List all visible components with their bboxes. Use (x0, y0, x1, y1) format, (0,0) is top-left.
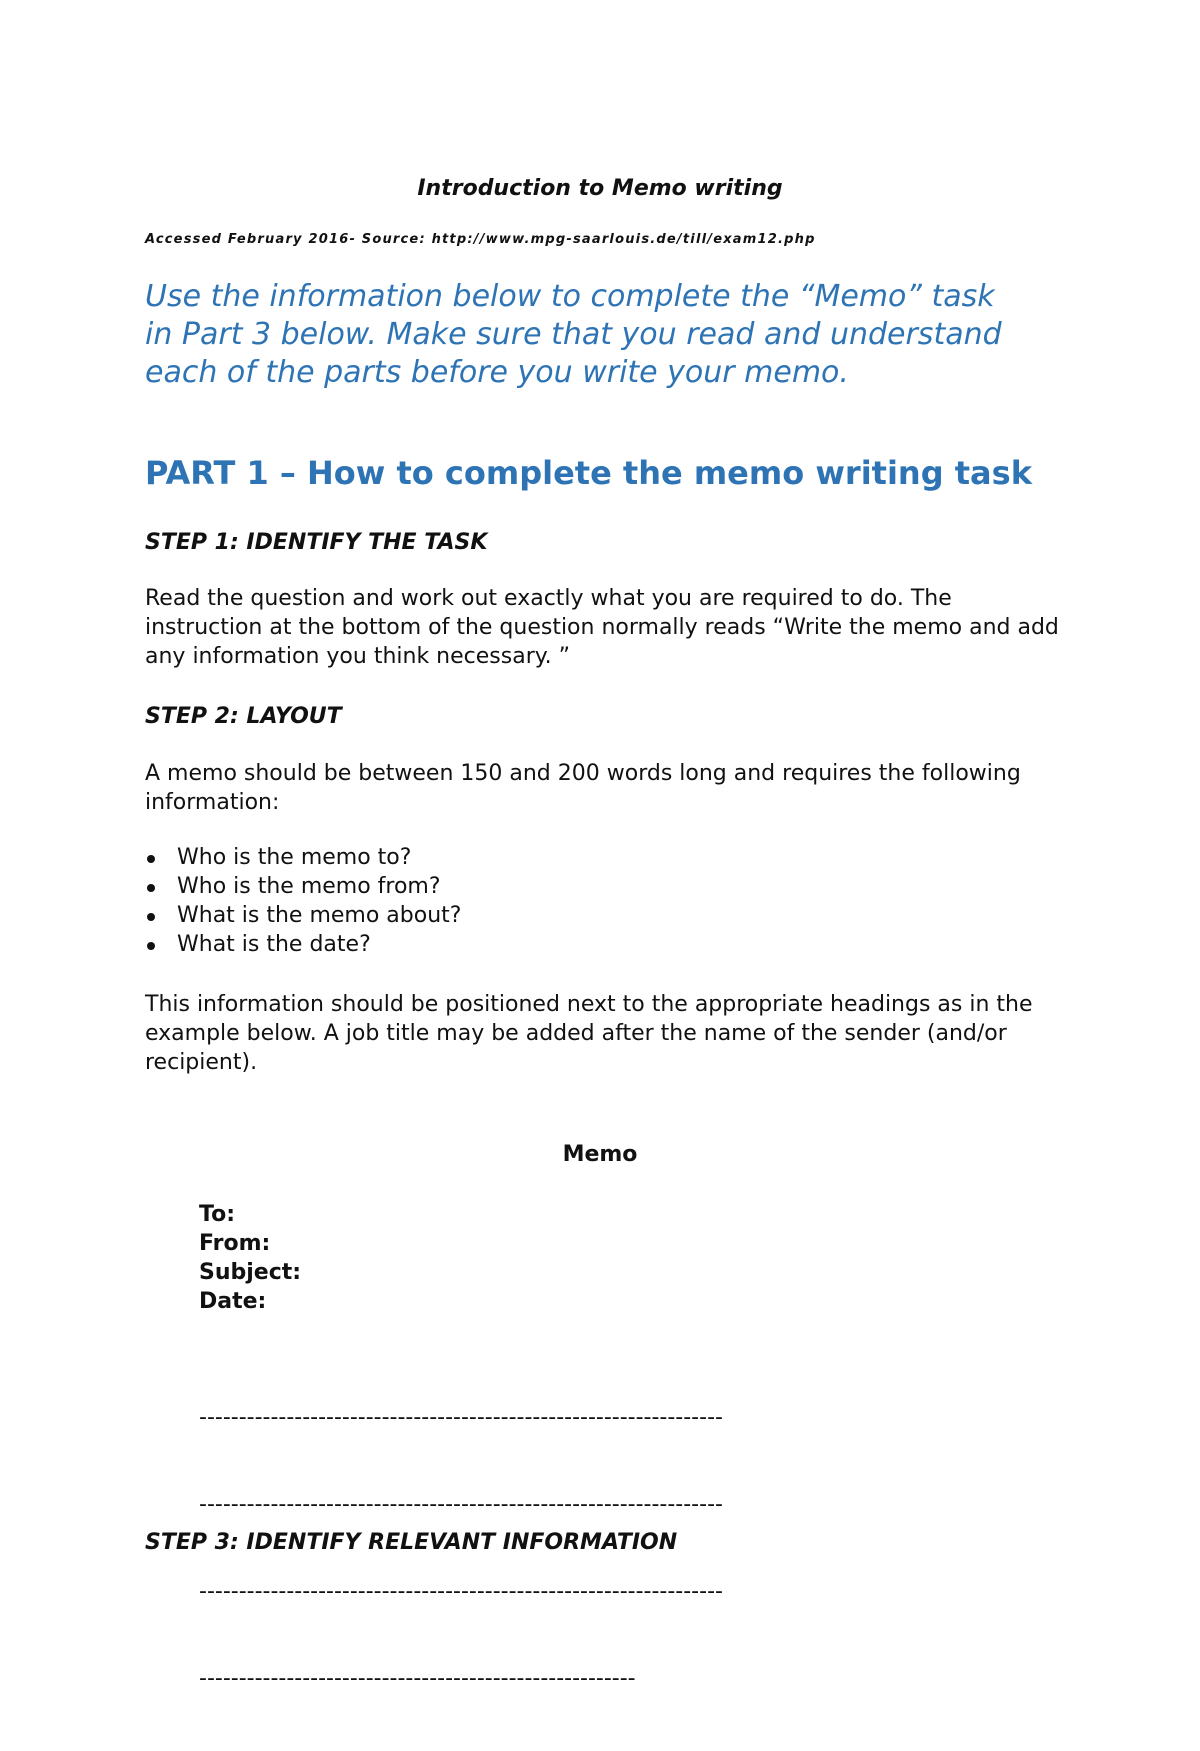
memo-example-title: Memo (562, 1142, 638, 1167)
document-title: Introduction to Memo writing (417, 176, 783, 201)
bullet-icon (147, 942, 155, 950)
list-item-text: Who is the memo to? (177, 845, 412, 870)
bullet-icon (147, 855, 155, 863)
list-item-text: What is the date? (177, 932, 371, 957)
bullet-icon (147, 913, 155, 921)
list-item (145, 843, 461, 872)
memo-field-date: Date: (199, 1289, 267, 1314)
list-item-text: Who is the memo from? (177, 874, 441, 899)
memo-dash-line: ------------------------------------------------------- (199, 1666, 636, 1691)
memo-dash-line: ------------------------------------------------------------------ (199, 1492, 723, 1517)
memo-example-fields (199, 1200, 301, 1316)
step2-text: A memo should be between 150 and 200 words long and requires the following information: (145, 761, 1021, 815)
memo-field-from: From: (199, 1231, 271, 1256)
list-item (145, 872, 461, 901)
memo-dash-line: ------------------------------------------------------------------ (199, 1405, 723, 1430)
memo-field-to: To: (199, 1202, 235, 1227)
part1-heading: PART 1 – How to complete the memo writing task (145, 454, 1032, 492)
memo-requirements-list (145, 843, 461, 959)
step3-heading: STEP 3: IDENTIFY RELEVANT INFORMATION (145, 1530, 678, 1555)
bullet-icon (147, 884, 155, 892)
list-item (145, 901, 461, 930)
list-item (145, 930, 461, 959)
step2-positioning-text: This information should be positioned next to the appropriate headings as in the example below. A job title may be added after the name of the sender (and/or recipient). (145, 992, 1033, 1075)
source-citation: Accessed February 2016- Source: http://www.mpg-saarlouis.de/till/exam12.php (145, 232, 816, 247)
list-item-text: What is the memo about? (177, 903, 462, 928)
step1-heading: STEP 1: IDENTIFY THE TASK (145, 530, 488, 555)
memo-dash-line: ------------------------------------------------------------------ (199, 1579, 723, 1604)
step2-heading: STEP 2: LAYOUT (145, 704, 342, 729)
memo-field-subject: Subject: (199, 1260, 302, 1285)
intro-instructions: Use the information below to complete the “Memo” task in Part 3 below. Make sure that you read and understand each of the parts before you write your memo. (145, 279, 1002, 390)
step1-text: Read the question and work out exactly what you are required to do. The instruction at the bottom of the question normally reads “Write the memo and add any information you think necessary. ” (145, 586, 1059, 669)
